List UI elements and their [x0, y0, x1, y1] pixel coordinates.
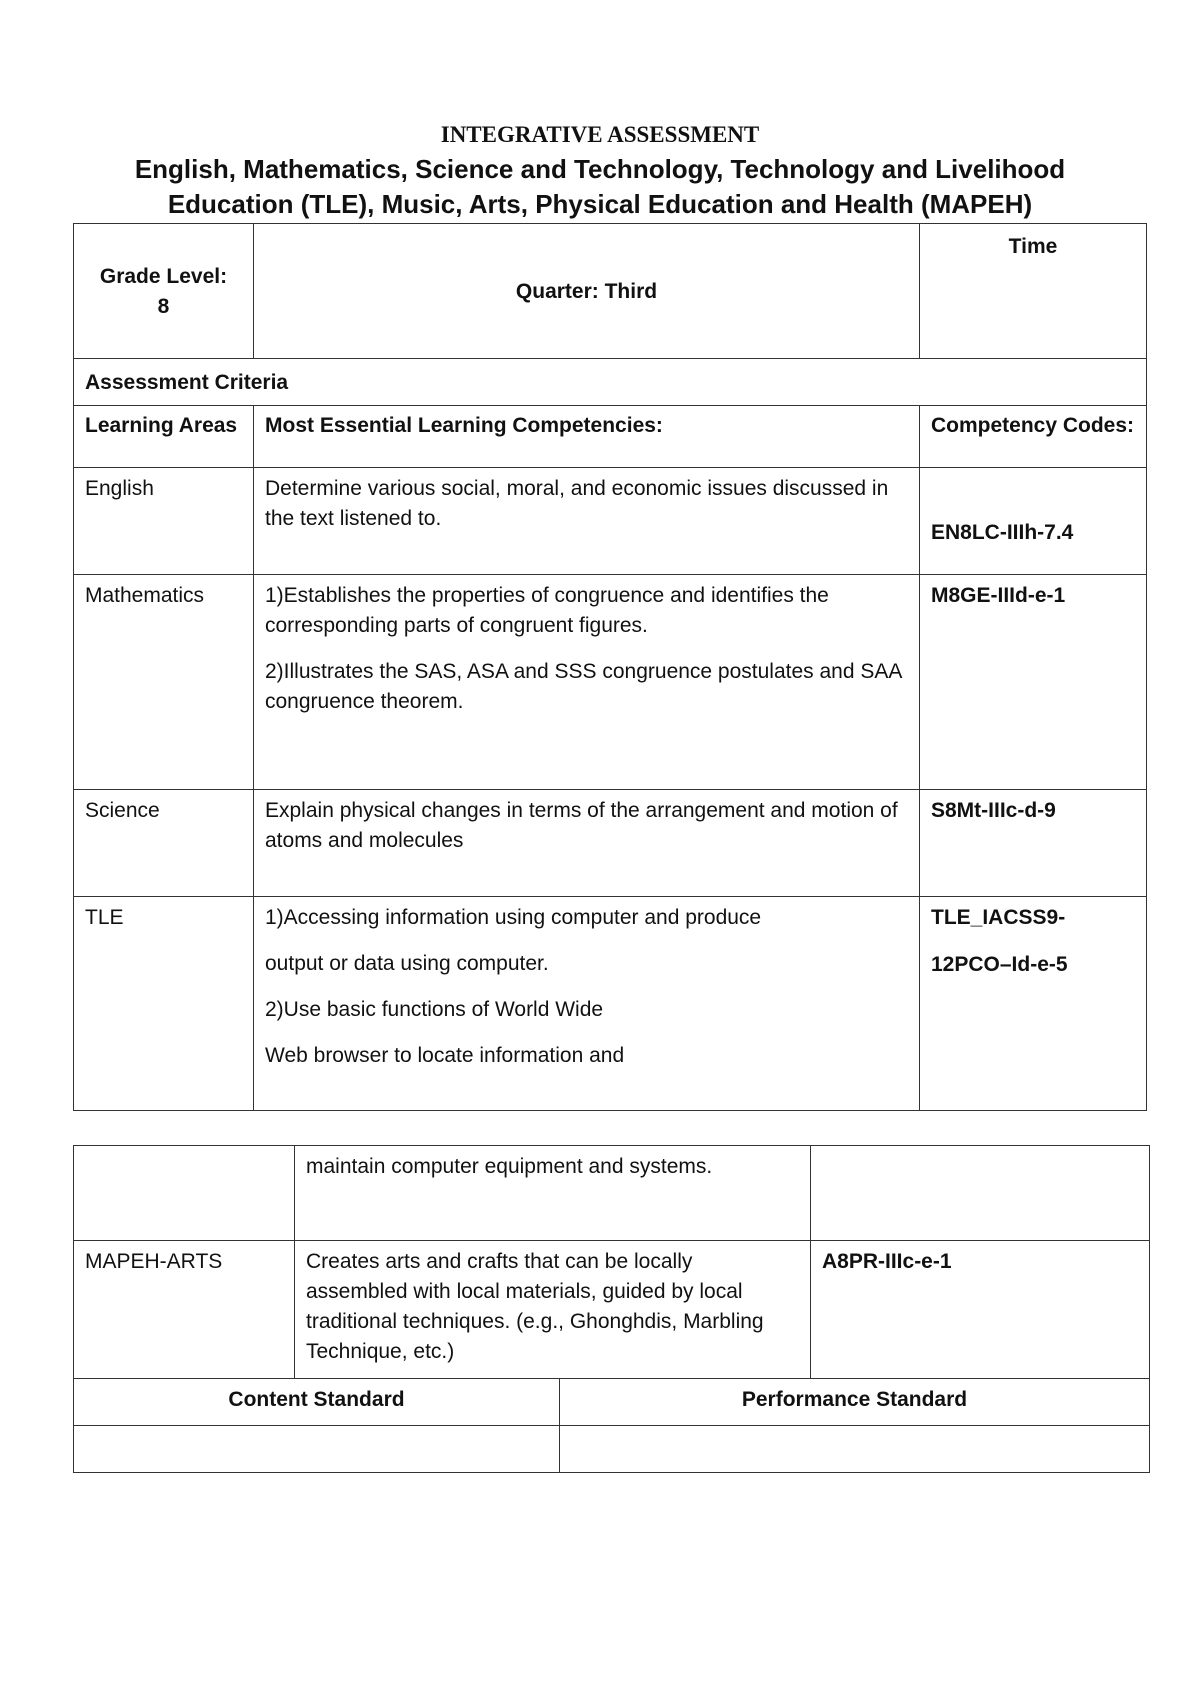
area-tle: TLE	[74, 897, 254, 1111]
code-tle	[920, 897, 1147, 1111]
competency-tle-cont: maintain computer equipment and systems.	[295, 1146, 811, 1241]
column-header-row	[74, 406, 1147, 468]
standards-header-row	[74, 1379, 1150, 1426]
table-row	[74, 897, 1147, 1111]
area-math: Mathematics	[74, 575, 254, 790]
code-science: S8Mt-IIIc-d-9	[920, 790, 1147, 897]
competencies-header: Most Essential Learning Competencies:	[254, 406, 920, 468]
performance-standard-header: Performance Standard	[560, 1379, 1150, 1426]
area-english: English	[74, 468, 254, 575]
content-standard-header: Content Standard	[74, 1379, 560, 1426]
codes-header: Competency Codes:	[920, 406, 1147, 468]
competency-arts: Creates arts and crafts that can be locally assembled with local materials, guided by local traditional techniques. (e.g., Ghonghdis, Marbling Technique, etc.)	[295, 1241, 811, 1379]
table-row	[74, 575, 1147, 790]
competency-tle	[254, 897, 920, 1111]
competency-math-1: 1)Establishes the properties of congruence and identifies the corresponding parts of congruent figures.	[265, 584, 829, 637]
competency-science: Explain physical changes in terms of the arrangement and motion of atoms and molecules	[254, 790, 920, 897]
table-row	[74, 790, 1147, 897]
code-math: M8GE-IIId-e-1	[920, 575, 1147, 790]
competency-tle-line-4: Web browser to locate information and	[265, 1044, 625, 1067]
criteria-heading-row	[74, 359, 1147, 406]
grade-level-label: Grade Level:	[99, 265, 228, 288]
quarter-cell: Quarter: Third	[254, 224, 920, 359]
code-tle-line-2: 12PCO–Id-e-5	[931, 953, 1068, 976]
content-standard-cell	[74, 1426, 560, 1473]
competency-math-2: 2)Illustrates the SAS, ASA and SSS congruence postulates and SAA congruence theorem.	[265, 660, 902, 713]
competency-math	[254, 575, 920, 790]
standards-table	[73, 1378, 1150, 1473]
table-row	[74, 1146, 1150, 1241]
standards-row	[74, 1426, 1150, 1473]
assessment-table	[73, 223, 1147, 1111]
subtitle-line-2: Education (TLE), Music, Arts, Physical Education and Health (MAPEH)	[167, 189, 1033, 219]
competency-tle-line-2: output or data using computer.	[265, 952, 549, 975]
code-arts: A8PR-IIIc-e-1	[811, 1241, 1150, 1379]
performance-standard-cell	[560, 1426, 1150, 1473]
code-english: EN8LC-IIIh-7.4	[920, 468, 1147, 575]
assessment-criteria-heading: Assessment Criteria	[74, 359, 1147, 406]
subtitle-line-1: English, Mathematics, Science and Technology, Technology and Livelihood	[134, 154, 1066, 184]
table-row	[74, 1241, 1150, 1379]
grade-level-cell	[74, 224, 254, 359]
document-subtitle	[60, 152, 1140, 222]
info-row	[74, 224, 1147, 359]
code-tle-line-1: TLE_IACSS9-	[931, 906, 1066, 929]
grade-level-value: 8	[157, 295, 170, 318]
competency-english: Determine various social, moral, and economic issues discussed in the text listened to.	[254, 468, 920, 575]
time-cell: Time	[920, 224, 1147, 359]
area-tle-cont	[74, 1146, 295, 1241]
competency-tle-line-3: 2)Use basic functions of World Wide	[265, 998, 604, 1021]
competency-tle-line-1: 1)Accessing information using computer and produce	[265, 906, 762, 929]
area-arts: MAPEH-ARTS	[74, 1241, 295, 1379]
learning-areas-header: Learning Areas	[74, 406, 254, 468]
code-tle-cont	[811, 1146, 1150, 1241]
assessment-table-continued	[73, 1145, 1150, 1379]
area-science: Science	[74, 790, 254, 897]
table-row	[74, 468, 1147, 575]
document-title: INTEGRATIVE ASSESSMENT	[440, 122, 760, 147]
